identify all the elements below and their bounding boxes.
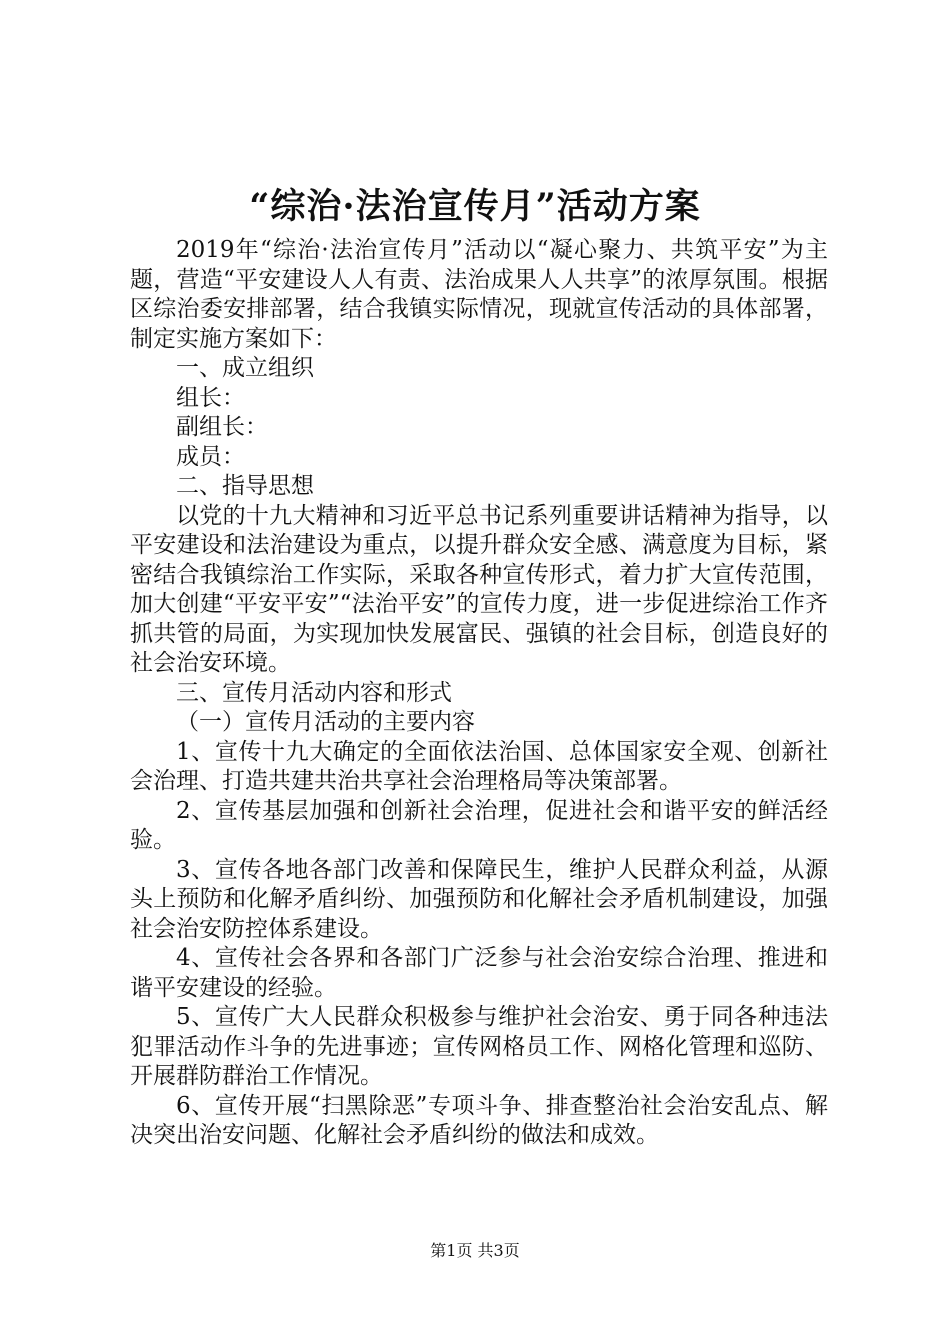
paragraph-guiding-thought: 以党的十九大精神和习近平总书记系列重要讲话精神为指导，以平安建设和法治建设为重点，以提升群众安全感、满意度为目标，紧密结合我镇综治工作实际，采取各种宣传形式，着力扩大宣传范围，加大创建“平安平安”“法治平安”的宣传力度，进一步促进综治工作齐抓共管的局面，为实现加快发展富民、强镇的社会目标，创造良好的社会治安环境。 [130,502,828,676]
list-item-4: 4、宣传社会各界和各部门广泛参与社会治安综合治理、推进和谐平安建设的经验。 [130,945,828,1001]
document-body [130,236,828,1151]
field-members: 成员： [176,443,245,470]
heading-section-2: 二、指导思想 [176,473,314,499]
list-item-1: 1、宣传十九大确定的全面依法治国、总体国家安全观、创新社会治理、打造共建共治共享社会治理格局等决策部署。 [130,738,828,794]
paragraph-intro: 2019年“综治·法治宣传月”活动以“凝心聚力、共筑平安”为主题，营造“平安建设人人有责、法治成果人人共享”的浓厚氛围。根据区综治委安排部署，结合我镇实际情况，现就宣传活动的具体部署，制定实施方案如下： [130,237,828,352]
heading-section-1: 一、成立组织 [176,355,314,381]
list-item-5: 5、宣传广大人民群众积极参与维护社会治安、勇于同各种违法犯罪活动作斗争的先进事迹；宣传网格员工作、网格化管理和巡防、开展群防群治工作情况。 [130,1004,828,1089]
document-title: “综治·法治宣传月”活动方案 [249,186,701,227]
field-deputy-leader: 副组长： [176,414,268,440]
list-item-6: 6、宣传开展“扫黑除恶”专项斗争、排查整治社会治安乱点、解决突出治安问题、化解社会矛盾纠纷的做法和成效。 [130,1092,828,1148]
heading-subsection-1: （一）宣传月活动的主要内容 [176,709,475,735]
page-number-footer: 第1页 共3页 [430,1241,520,1260]
list-item-3: 3、宣传各地各部门改善和保障民生，维护人民群众利益，从源头上预防和化解矛盾纠纷、加强预防和化解社会矛盾机制建设，加强社会治安防控体系建设。 [130,856,828,942]
list-item-2: 2、宣传基层加强和创新社会治理，促进社会和谐平安的鲜活经验。 [130,797,828,853]
field-group-leader: 组长： [176,384,245,411]
heading-section-3: 三、宣传月活动内容和形式 [176,679,452,706]
